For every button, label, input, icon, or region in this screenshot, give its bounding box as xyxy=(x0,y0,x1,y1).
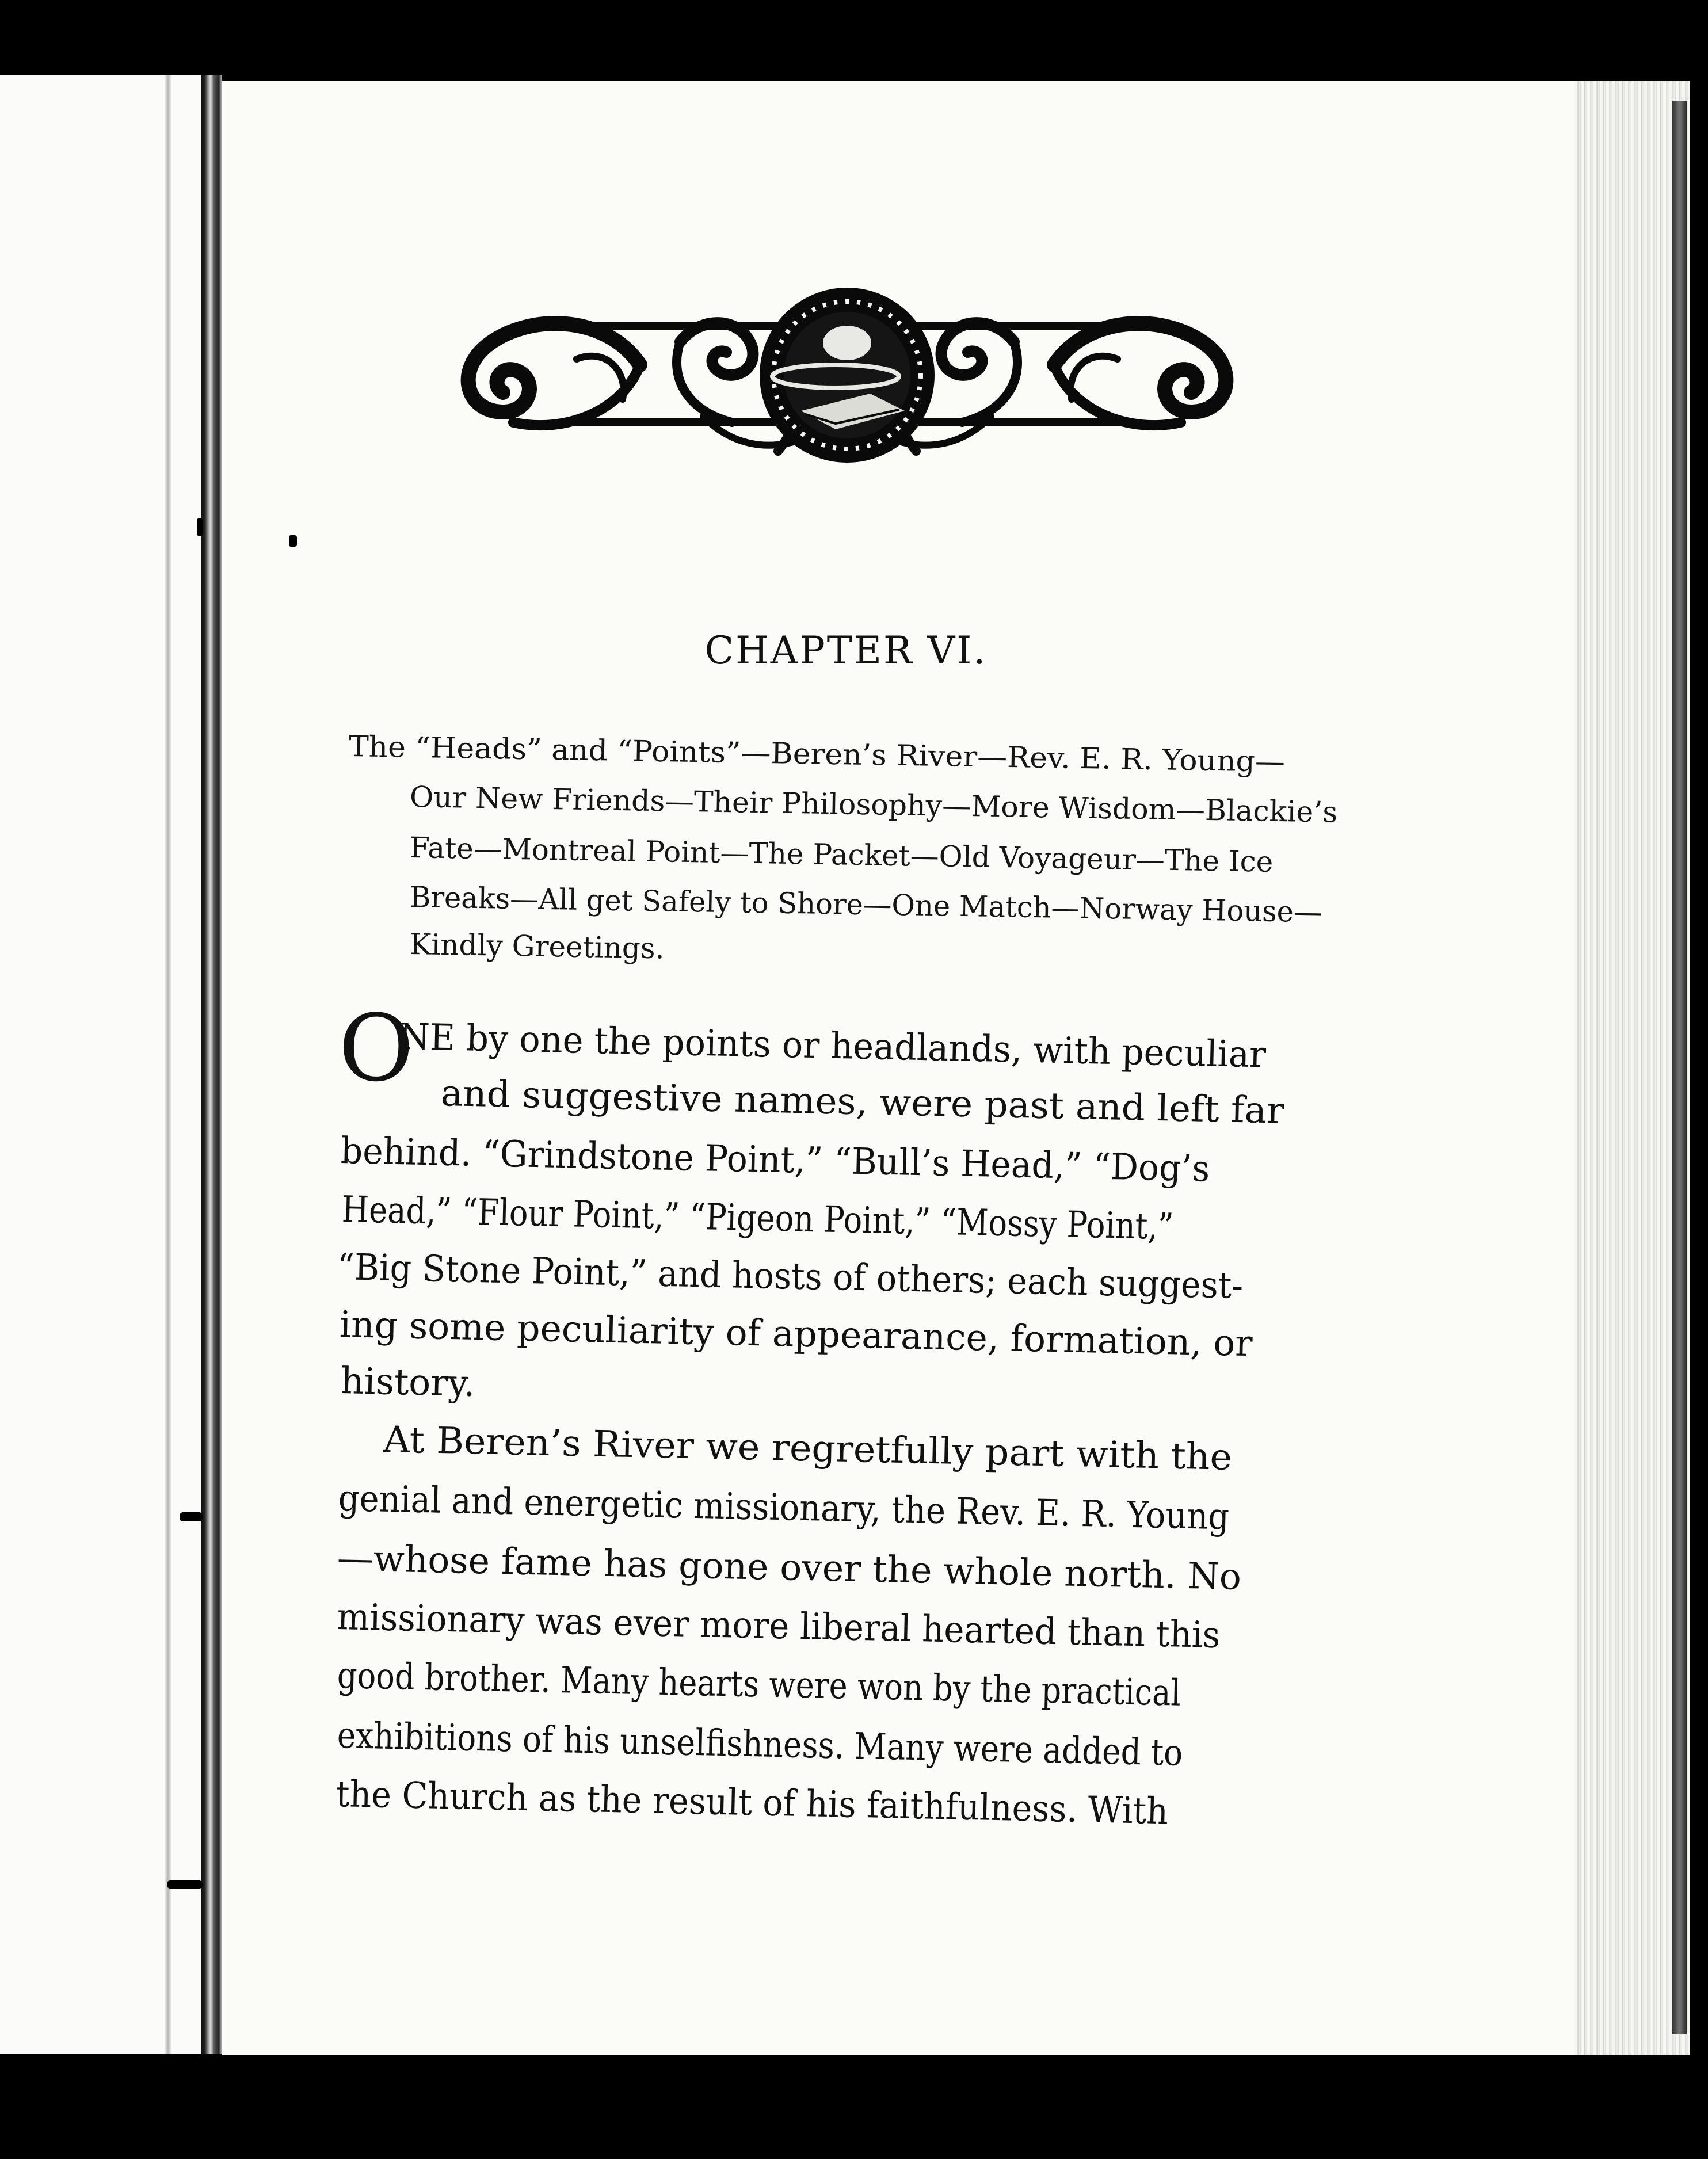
gutter-mark-bottom xyxy=(167,1880,203,1889)
synopsis-line: Kindly Greetings. xyxy=(409,928,665,966)
body-line: ing some peculiarity of appearance, formation, or xyxy=(339,1303,1253,1365)
body-line: —whose fame has gone over the whole north. No xyxy=(337,1537,1242,1598)
stray-ink-mark xyxy=(289,535,297,547)
body-line: the Church as the result of his faithfulness. With xyxy=(336,1773,1169,1833)
body-line: history. xyxy=(340,1360,476,1405)
drop-cap: O xyxy=(337,993,415,1103)
body-line: genial and energetic missionary, the Rev. E. R. Young xyxy=(338,1477,1230,1538)
synopsis-line: Our New Friends—Their Philosophy—More Wisdom—Blackie’s xyxy=(409,780,1338,829)
body-line: behind. “Grindstone Point,” “Bull’s Head,” “Dog’s xyxy=(340,1130,1210,1190)
gutter-mark-middle xyxy=(180,1512,203,1521)
chapter-title: CHAPTER VI. xyxy=(704,628,988,673)
body-line: Head,” “Flour Point,” “Pigeon Point,” “Mossy Point,” xyxy=(341,1188,1175,1248)
synopsis-line: Breaks—All get Safely to Shore—One Match—Norway House— xyxy=(409,880,1322,929)
body-line: missionary was ever more liberal hearted than this xyxy=(337,1596,1221,1657)
book-gutter xyxy=(201,75,222,2054)
body-line: good brother. Many hearts were won by the practical xyxy=(337,1654,1181,1714)
chapter-ornament xyxy=(433,279,1261,470)
synopsis-line: Fate—Montreal Point—The Packet—Old Voyageur—The Ice xyxy=(409,831,1274,879)
body-line: exhibitions of his unselfishness. Many were added to xyxy=(337,1714,1183,1774)
body-line: At Beren’s River we regretfully part with the xyxy=(383,1418,1233,1478)
gutter-shadow xyxy=(165,75,171,2054)
body-line: NE by one the points or headlands, with peculiar xyxy=(399,1016,1267,1076)
body-line: “Big Stone Point,” and hosts of others; each suggest- xyxy=(337,1246,1244,1307)
page-edges-shadow xyxy=(1672,101,1687,2034)
gutter-mark-top xyxy=(197,518,203,536)
synopsis-line: The “Heads” and “Points”—Beren’s River—Rev. E. R. Young— xyxy=(348,730,1286,779)
body-line: and suggestive names, were past and left far xyxy=(440,1072,1285,1132)
